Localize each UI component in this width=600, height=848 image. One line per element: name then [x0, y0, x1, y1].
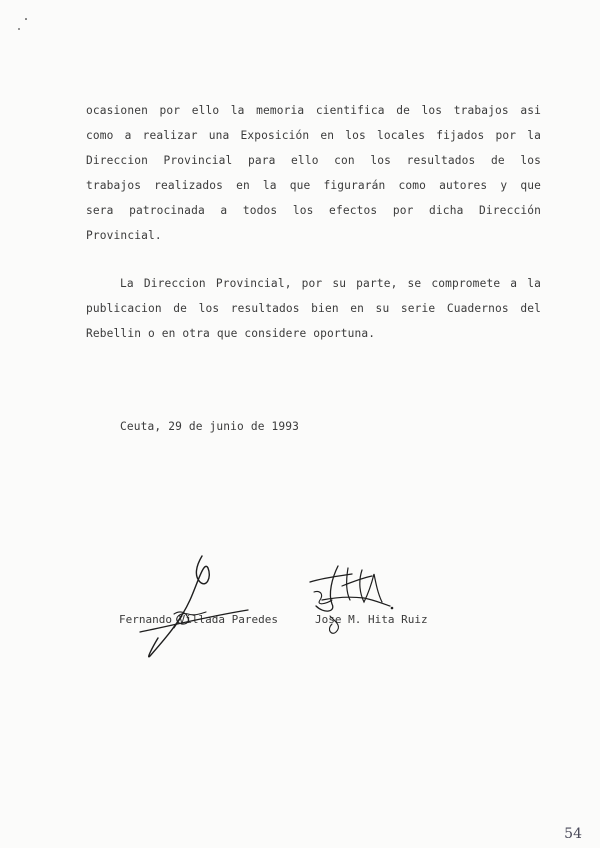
paragraph-line: ocasionen por ello la memoria cientifica de los trabajos asi — [86, 104, 541, 117]
page-number: 54 — [564, 826, 582, 842]
paragraph-line: publicacion de los resultados bien en su serie Cuadernos del — [86, 302, 541, 315]
signatory-left-name: Fernando Villada Paredes — [119, 613, 278, 626]
paragraph-line: Rebellin o en otra que considere oportuna. — [86, 327, 376, 340]
scan-speck — [18, 28, 20, 30]
paragraph-line: La Direccion Provincial, por su parte, se compromete a la — [120, 277, 541, 290]
signature-right — [302, 560, 402, 644]
paragraph-line: Provincial. — [86, 229, 162, 242]
scan-speck — [25, 18, 27, 20]
paragraph-line: trabajos realizados en la que figurarán como autores y que — [86, 179, 541, 192]
paragraph-line: como a realizar una Exposición en los locales fijados por la — [86, 129, 541, 142]
paragraph-line: Direccion Provincial para ello con los resultados de los — [86, 154, 541, 167]
paragraph-line: sera patrocinada a todos los efectos por dicha Dirección — [86, 204, 541, 217]
place-date: Ceuta, 29 de junio de 1993 — [120, 420, 300, 433]
signatory-right-name: Jose M. Hita Ruiz — [315, 613, 428, 626]
signature-left — [130, 552, 260, 664]
